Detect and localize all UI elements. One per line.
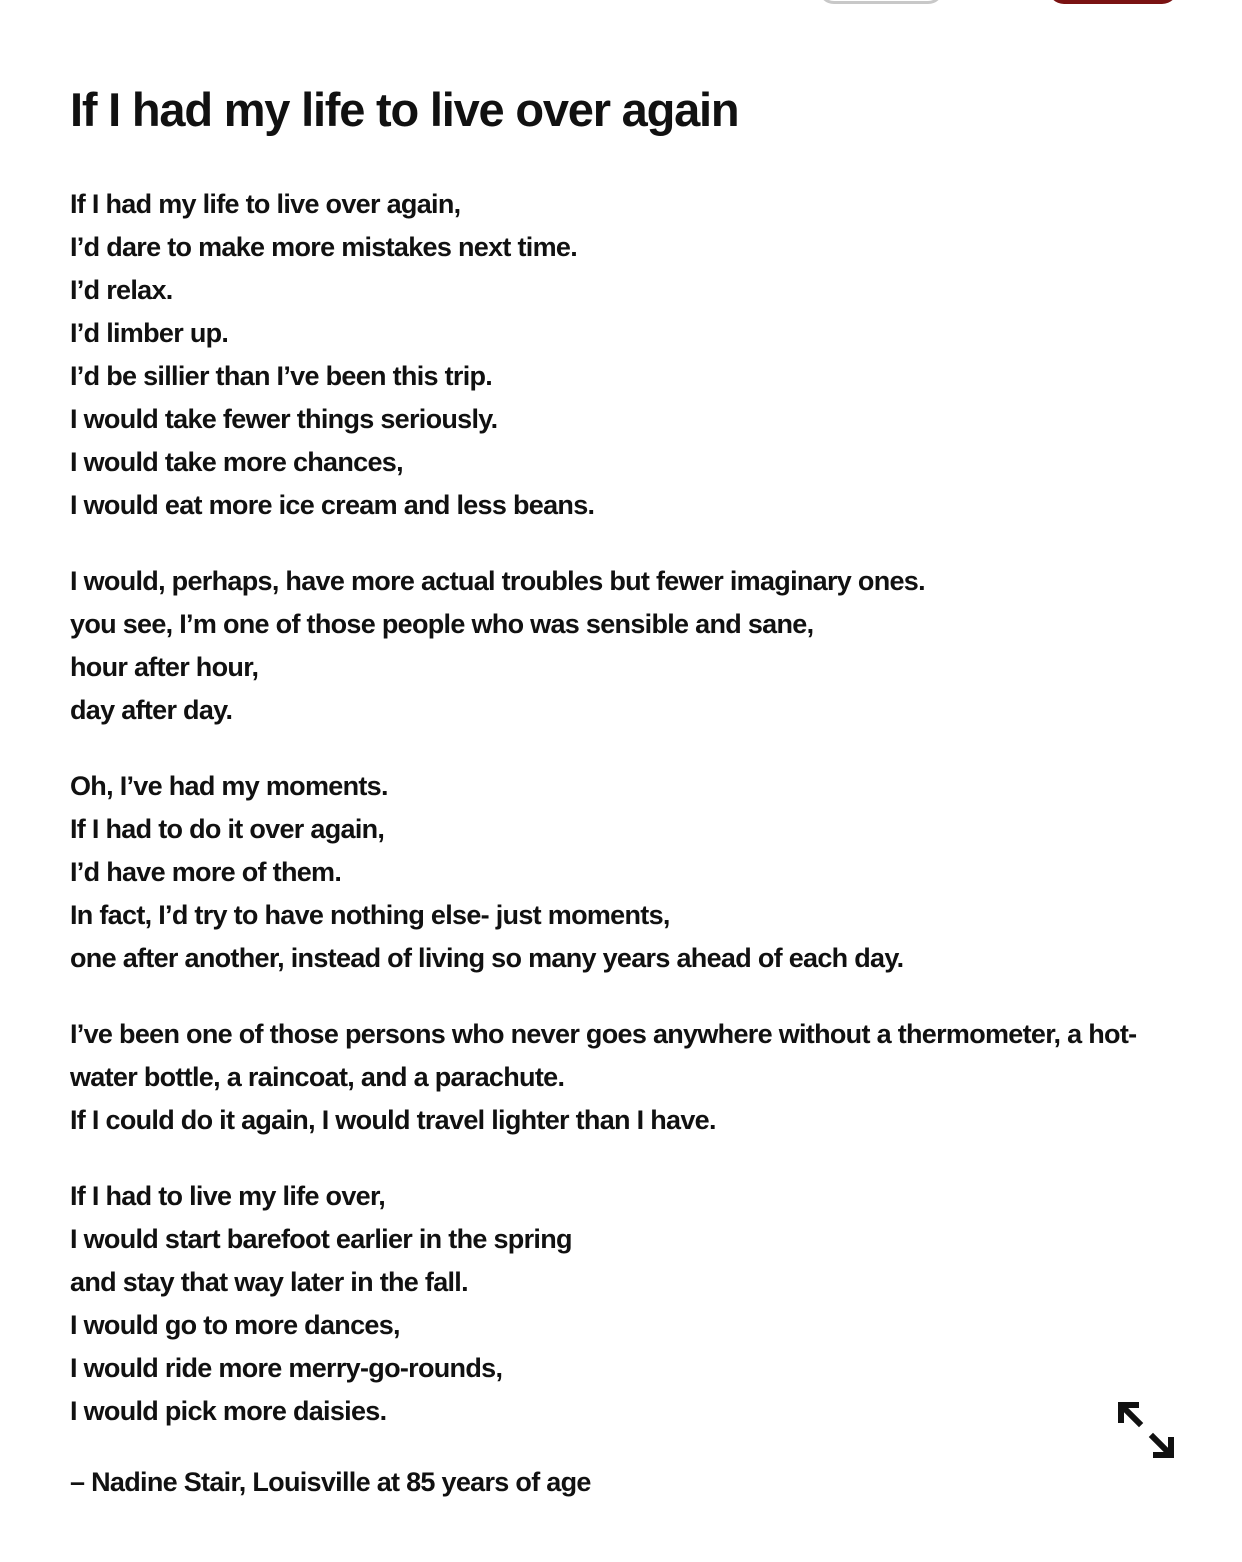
- poem-line: I would go to more dances,: [70, 1310, 400, 1340]
- stanza-5: [70, 1175, 1220, 1433]
- poem-line: If I had to do it over again,: [70, 814, 385, 844]
- poem-line: I’d dare to make more mistakes next time.: [70, 232, 578, 262]
- poem-line: I’d be sillier than I’ve been this trip.: [70, 361, 493, 391]
- poem-line: Oh, I’ve had my moments.: [70, 771, 388, 801]
- poem-line: If I had my life to live over again,: [70, 189, 461, 219]
- expand-arrows-icon: [1114, 1398, 1178, 1462]
- poem-line: I’d relax.: [70, 275, 173, 305]
- poem-line: If I could do it again, I would travel lighter than I have.: [70, 1105, 716, 1135]
- poem-line: In fact, I’d try to have nothing else- just moments,: [70, 900, 670, 930]
- poem-line: I’d limber up.: [70, 318, 229, 348]
- poem-line: you see, I’m one of those people who was sensible and sane,: [70, 609, 814, 639]
- poem-line: I’ve been one of those persons who never goes anywhere without a thermometer, a hot-: [70, 1019, 1137, 1049]
- poem-body: [70, 183, 1220, 1466]
- poem-line: I would take more chances,: [70, 447, 403, 477]
- poem-line: day after day.: [70, 695, 233, 725]
- poem-line: I would ride more merry-go-rounds,: [70, 1353, 503, 1383]
- attribution: – Nadine Stair, Louisville at 85 years of age: [70, 1467, 591, 1497]
- poem-line: hour after hour,: [70, 652, 259, 682]
- stanza-4: [70, 1013, 1220, 1142]
- stanza-1: [70, 183, 1220, 527]
- poem-line: I would pick more daisies.: [70, 1396, 387, 1426]
- poem-line: If I had to live my life over,: [70, 1181, 386, 1211]
- top-grey-button[interactable]: [818, 0, 944, 4]
- poem-line: I would start barefoot earlier in the spring: [70, 1224, 572, 1254]
- stanza-2: [70, 560, 1220, 732]
- page-title: If I had my life to live over again: [70, 83, 739, 136]
- expand-button[interactable]: [1114, 1398, 1178, 1462]
- poem-line: one after another, instead of living so many years ahead of each day.: [70, 943, 904, 973]
- poem-line: I would, perhaps, have more actual troubles but fewer imaginary ones.: [70, 566, 925, 596]
- top-red-button[interactable]: [1048, 0, 1178, 4]
- stanza-3: [70, 765, 1220, 980]
- poem-line: I would eat more ice cream and less beans.: [70, 490, 595, 520]
- poem-line: I’d have more of them.: [70, 857, 342, 887]
- poem-line: and stay that way later in the fall.: [70, 1267, 468, 1297]
- poem-line: water bottle, a raincoat, and a parachute.: [70, 1062, 565, 1092]
- poem-line: I would take fewer things seriously.: [70, 404, 498, 434]
